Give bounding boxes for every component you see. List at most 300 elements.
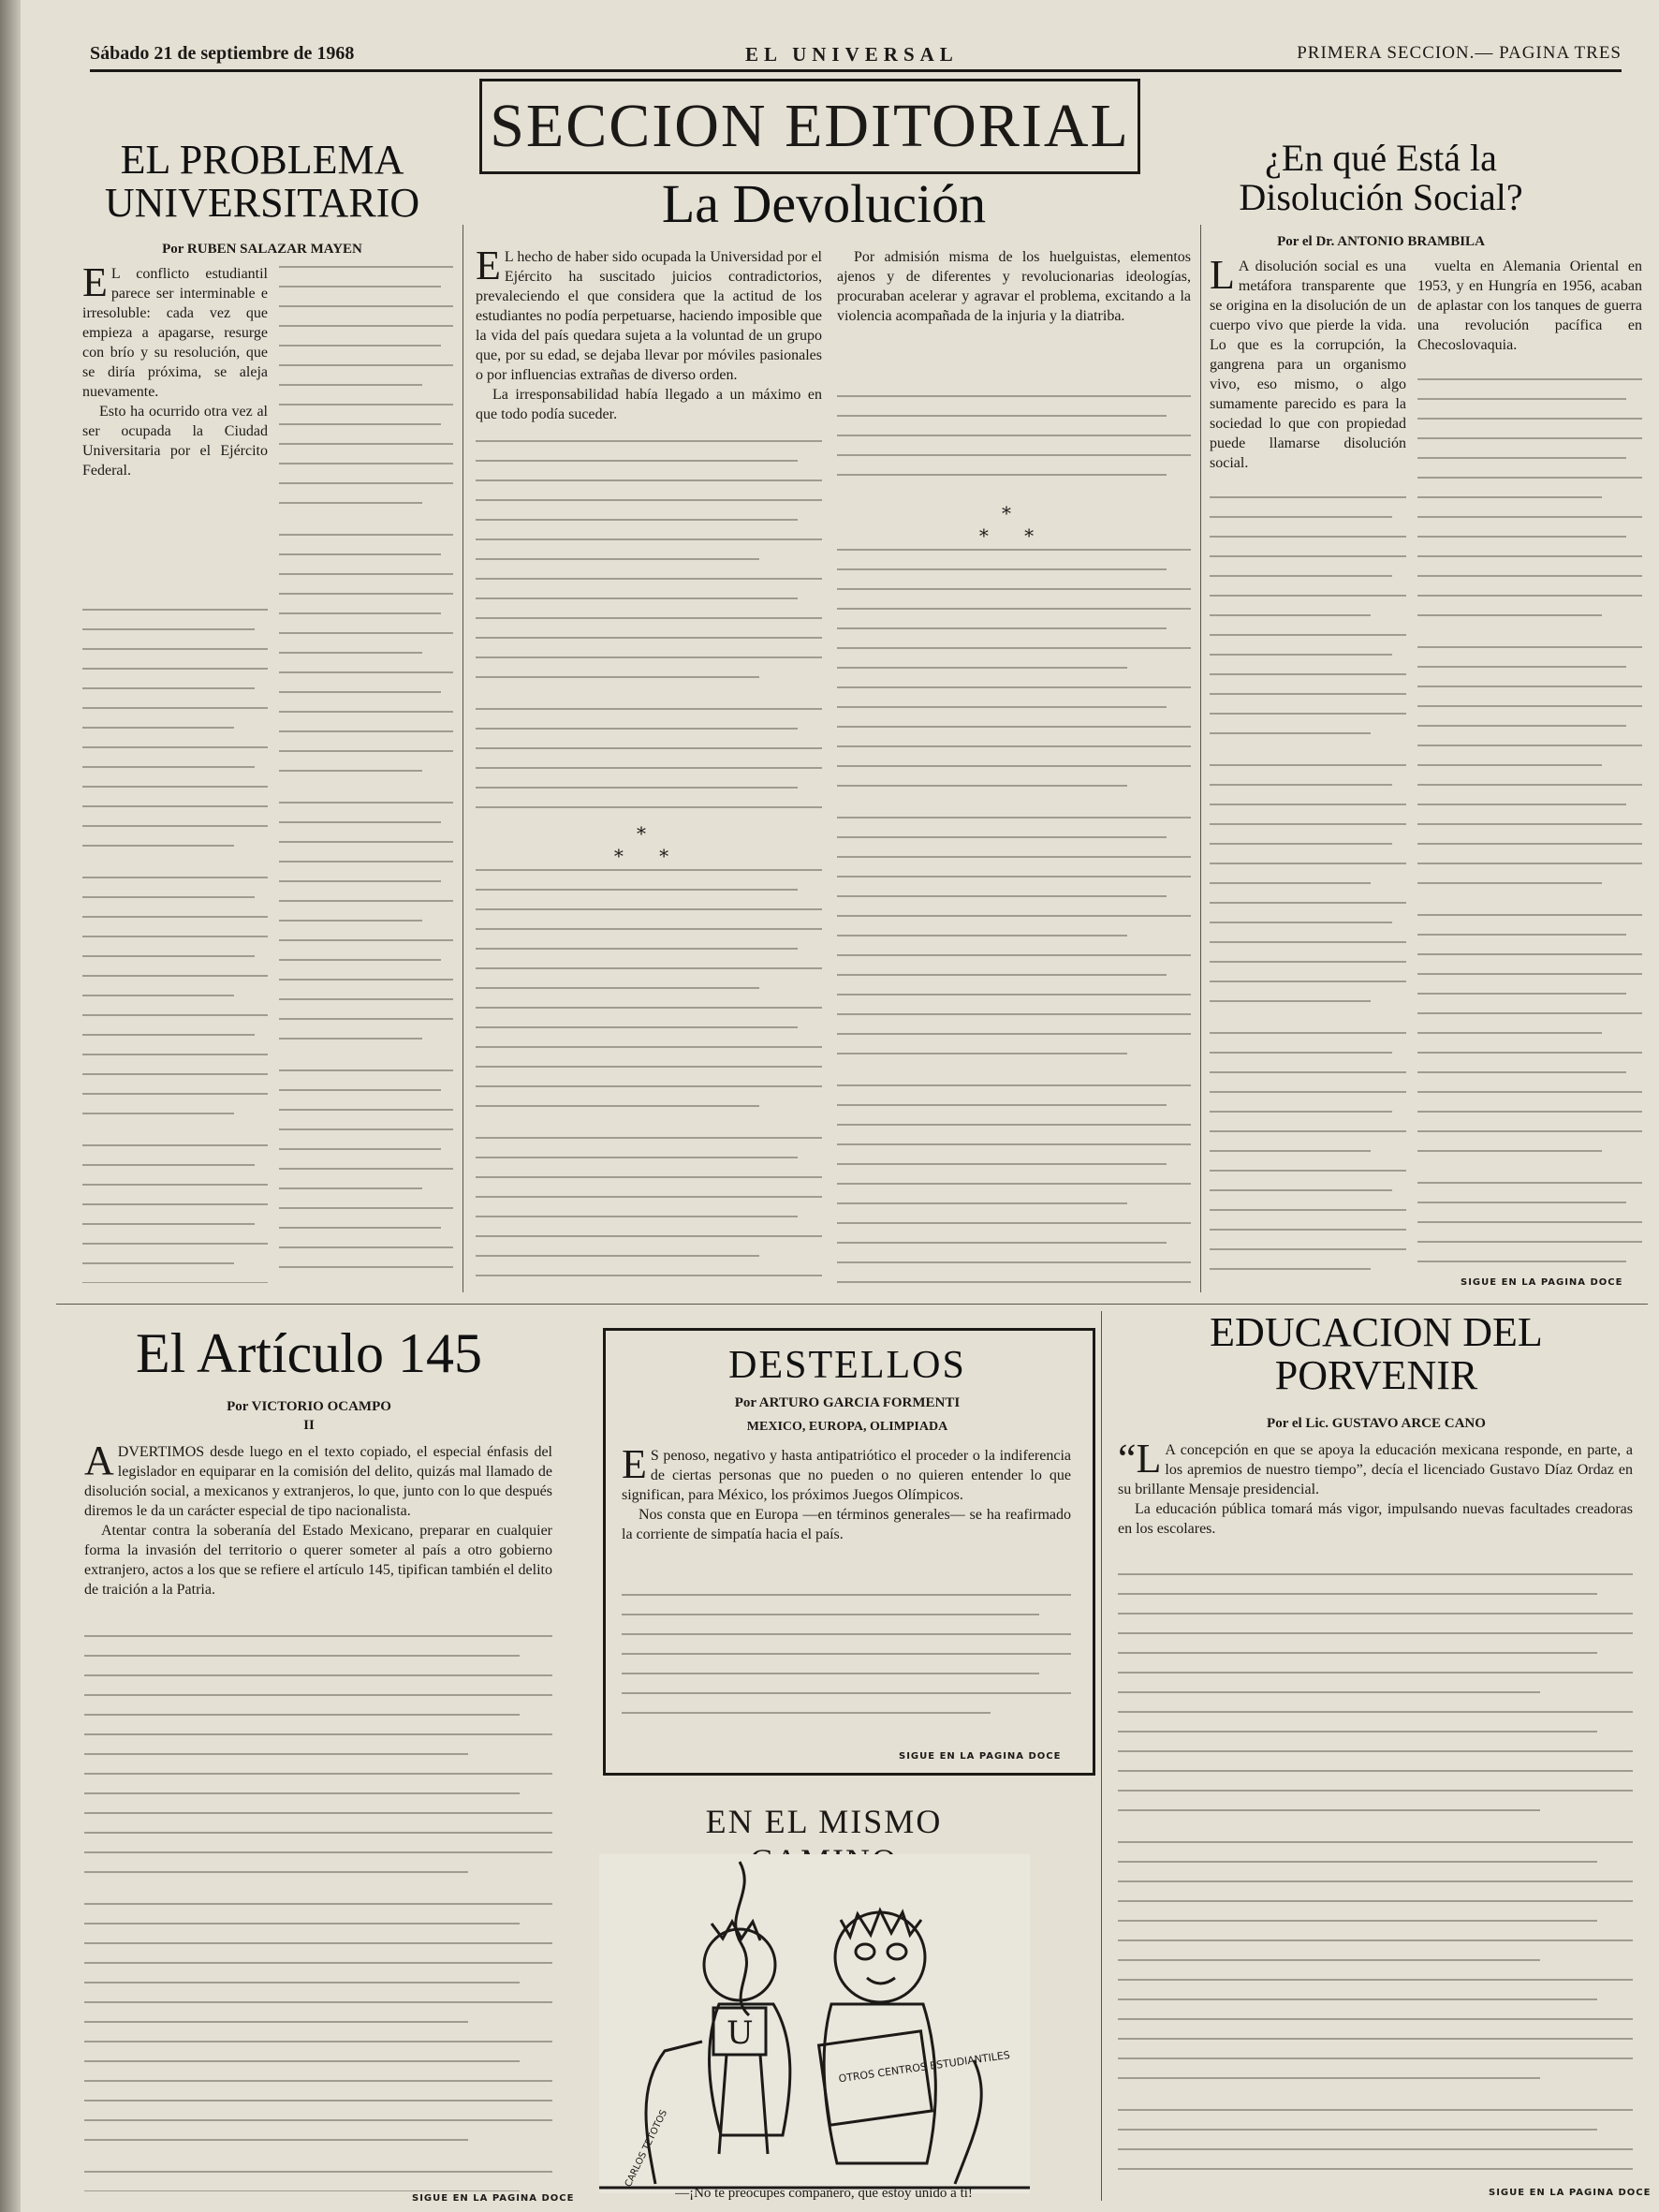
text-line [1210,804,1406,805]
text-line [82,825,268,827]
text-line [1210,961,1406,963]
text-line [279,920,422,922]
text-line [279,325,453,327]
text-line [279,861,453,863]
text-line [622,1692,1071,1694]
text-line [1417,1130,1642,1132]
text-line [476,1026,798,1028]
text-line [82,1164,255,1166]
text-line [1417,725,1626,727]
text-line [82,727,234,729]
text-line [279,998,453,1000]
text-line [1118,1672,1633,1674]
disolucion-drop-cap: L [1210,257,1235,298]
text-line [279,364,453,366]
articulo-lead: DVERTIMOS desde luego en el texto copiado, el especial énfasis del legislador en equiparar en la comisión del delito, quizás mal llamado de disolución social, a mexicanos y extranjeros, lo que, junto con lo que después diremos le da un carácter especial de tipo nacionalista. [84,1444,552,1519]
column-rule [462,225,463,1292]
text-line [82,975,268,977]
problema-paragraph: Esto ha ocurrido otra vez al ser ocupada la Ciudad Universitaria por el Ejército Federal. [82,404,268,479]
text-line [1210,863,1406,864]
text-line [1118,2057,1633,2059]
text-line [84,1982,520,1983]
text-line [1210,654,1392,656]
text-line [1118,1632,1633,1634]
destellos-continued: SIGUE EN LA PAGINA DOCE [899,1751,1062,1762]
cartoon-drawing [599,1854,1030,2193]
text-line [1417,843,1642,845]
text-line [837,1084,1191,1086]
text-line [476,499,822,501]
text-line [1118,1880,1633,1882]
disolucion-byline: Por el Dr. ANTONIO BRAMBILA [1277,234,1485,249]
text-line [1210,941,1406,943]
text-line [1417,614,1602,616]
text-line [279,979,453,981]
text-line [279,632,453,634]
text-line [622,1633,1071,1635]
text-line [1417,1091,1642,1093]
text-line [279,1266,453,1268]
text-line [1417,973,1642,975]
text-line [82,1243,268,1245]
cartoon [599,1854,1030,2193]
text-line [1118,1809,1540,1811]
cartoon-u-label: U [727,2014,754,2052]
text-line [279,770,422,772]
companion-eye-icon [856,1944,874,1959]
text-line [1210,1248,1406,1250]
text-line [1210,1111,1392,1113]
text-line [476,1216,798,1217]
text-line [1118,1691,1540,1693]
text-line [1417,823,1642,825]
text-line [622,1653,1071,1655]
continued-note: SIGUE EN LA PAGINA DOCE [1461,1277,1623,1288]
text-line [1210,882,1371,884]
section-stars: * * * [978,502,1050,547]
problema-text [82,264,268,601]
problema-lead: L conflicto estudiantil parece ser interminable e irresoluble: cada vez que empieza a apagarse, resurge con brío y su resolución, que se diría próxima, se aleja nuevamente. [82,266,268,400]
text-line [84,1674,552,1676]
text-line [279,266,453,268]
text-line [279,593,453,595]
text-line [476,1085,822,1087]
text-line [279,1128,453,1130]
disolucion-body-lines [1417,378,1642,1264]
text-line [476,987,759,989]
text-line [1417,953,1642,955]
text-line [476,747,822,749]
educacion-lead: A concepción en que se apoya la educación mexicana responde, en parte, a los apremios de nuestro tiempo”, decía el licenciado Gustavo Díaz Ordaz en su brillante Mensaje presidencial. [1118,1442,1633,1497]
text-line [1210,823,1406,825]
text-line [1210,1209,1406,1211]
cartoon-title: EN EL MISMO [705,1803,943,1840]
text-line [476,1255,759,1257]
text-line [279,1069,453,1071]
text-line [1210,1071,1406,1073]
text-line [476,1275,822,1276]
text-line [476,1007,822,1009]
text-line [837,435,1191,436]
text-line [476,889,798,891]
text-line [1417,863,1642,864]
disolucion-body-lines [1210,496,1406,1285]
text-line [1417,457,1626,459]
text-line [1210,516,1392,518]
text-line [1417,1150,1602,1152]
text-line [837,935,1127,936]
text-line [1417,1182,1642,1184]
text-line [82,1073,268,1075]
text-line [1210,614,1371,616]
text-line [84,2119,552,2121]
articulo-headline: El Artículo 145 [136,1322,482,1384]
educacion-paragraph: La educación pública tomará más vigor, impulsando nuevas facultades creadoras en los escolares. [1118,1501,1633,1537]
text-line [82,936,268,937]
text-line [476,1137,822,1139]
text-line [1210,536,1406,538]
text-line [1210,1032,1406,1034]
text-line [84,2041,552,2042]
articulo-byline: Por VICTORIO OCAMPO [227,1399,391,1414]
text-line [1417,705,1642,707]
text-line [84,1923,520,1924]
text-line [1210,555,1406,557]
text-line [279,711,453,713]
text-line [1417,437,1642,439]
text-line [1210,693,1406,695]
educacion-continued: SIGUE EN LA PAGINA DOCE [1489,2188,1652,2198]
text-line [1417,1202,1626,1203]
text-line [82,1014,268,1016]
text-line [1417,764,1602,766]
text-line [476,728,798,730]
text-line [476,806,822,808]
devolucion-text [476,247,822,431]
text-line [837,895,1167,897]
devolucion-body-lines [837,395,1191,496]
text-line [1417,1241,1642,1243]
text-line [82,1223,255,1225]
text-line [279,573,453,575]
text-line [476,578,822,580]
text-line [82,786,268,788]
text-line [1118,1861,1597,1863]
text-line [1118,1711,1633,1713]
text-line [84,1962,552,1964]
text-line [837,817,1191,818]
text-line [279,1089,441,1091]
articulo-body-lines [84,1635,552,2191]
text-line [1210,764,1406,766]
text-line [1118,1920,1597,1922]
text-line [279,534,453,536]
text-line [84,2001,552,2003]
text-line [1210,673,1406,675]
text-line [837,876,1191,877]
text-line [279,880,441,882]
destellos-lead: S penoso, negativo y hasta antipatriótico el proceder o la indiferencia de ciertas personas que no pueden o no quieren entender lo que significan, para México, los próximos Juegos Olímpicos. [622,1448,1071,1503]
cartoon-artist-signature: CARLOS TETOTOS [623,2108,670,2190]
companion-head-icon [835,1912,925,2002]
text-line [1210,981,1406,982]
text-line [279,443,453,445]
text-line [279,1018,453,1020]
student-legs-icon [719,2055,768,2154]
text-line [1118,1731,1597,1733]
text-line [837,915,1191,917]
text-line [837,1033,1191,1035]
masthead [90,41,1622,72]
text-line [1417,914,1642,916]
text-line [84,1753,468,1755]
text-line [622,1594,1071,1596]
text-line [476,908,822,910]
text-line [279,652,422,654]
text-line [1118,1770,1633,1772]
problema-body-lines [82,609,268,1283]
text-line [82,766,255,768]
text-line [476,656,822,658]
text-line [1118,1841,1633,1843]
educacion-text [1118,1440,1633,1566]
text-line [279,502,422,504]
text-line [476,479,822,481]
text-line [82,687,255,689]
text-line [476,708,822,710]
text-line [1417,418,1642,420]
cartoon-ink [599,1862,1030,2188]
text-line [1417,1032,1602,1034]
text-line [476,1196,822,1198]
articulo-paragraph: Atentar contra la soberanía del Estado Mexicano, preparar en cualquier forma la invasión del territorio o querer someter al país a otro gobierno extranjero, actos a los que se refiere el artículo 145, tipifican también el delito de traición a la Patria. [84,1523,552,1598]
destellos-text [622,1446,1071,1586]
text-line [84,2171,552,2173]
text-line [82,805,268,807]
text-line [837,745,1191,747]
text-line [82,1282,268,1283]
text-line [476,538,822,540]
text-line [279,959,441,961]
text-line [837,765,1191,767]
text-line [837,1222,1191,1224]
text-line [84,2080,552,2082]
devolucion-body-lines [476,440,822,815]
text-line [84,1792,520,1794]
text-line [1417,378,1642,380]
text-line [1417,398,1626,400]
ground-figure-icon [955,2060,981,2184]
text-line [84,1851,552,1853]
text-line [279,691,441,693]
text-line [279,1246,453,1248]
text-line [476,948,798,950]
text-line [279,1109,453,1111]
text-line [82,1113,234,1114]
companion-mouth-icon [867,1978,895,1983]
cartoon-caption: —¡No te preocupes compañero, que estoy unido a ti! [675,2186,973,2201]
text-line [84,1694,552,1696]
text-line [1417,1012,1642,1014]
problema-drop-cap: E [82,264,108,305]
continued-note: SIGUE EN LA PAGINA DOCE [412,2193,575,2204]
destellos-subhead: MEXICO, EUROPA, OLIMPIADA [746,1420,948,1434]
educacion-headline: EDUCACION DEL PORVENIR [1210,1309,1543,1399]
text-line [1118,1979,1633,1981]
text-line [82,916,268,918]
text-line [84,2060,520,2062]
text-line [279,305,453,307]
text-line [476,967,822,969]
text-line [1118,1750,1633,1752]
text-line [1417,1052,1642,1054]
text-line [476,558,759,560]
text-line [82,1184,268,1186]
text-line [84,2139,468,2141]
text-line [1417,1111,1642,1113]
text-line [1417,784,1642,786]
text-line [82,896,255,898]
text-line [1210,575,1392,577]
text-line [1210,732,1371,734]
destellos-headline: DESTELLOS [728,1344,966,1387]
text-line [837,588,1191,590]
devolucion-col2-text [837,247,1191,388]
text-line [82,1034,255,1036]
text-line [1417,882,1602,884]
text-line [279,553,441,555]
text-line [279,821,441,823]
text-line [82,746,268,748]
section-rule [56,1304,1648,1305]
text-line [1118,1573,1633,1575]
text-line [82,1144,268,1146]
text-line [837,1124,1191,1126]
ground-figure-icon [646,2042,702,2184]
text-line [82,628,255,630]
text-line [476,1046,822,1048]
text-line [279,1207,453,1209]
text-line [84,2190,520,2191]
text-line [837,1202,1127,1204]
text-line [1417,1071,1626,1073]
section-stars: * * * [613,822,684,867]
devolucion-col2-paragraph: Por admisión misma de los huelguistas, elementos ajenos y de diferentes y revolucionarias ideologías, procuraban acelerar y agravar el problema, excitando a la violencia acompañada de la injuria y la diatriba. [837,249,1191,324]
text-line [279,750,453,752]
text-line [837,686,1191,688]
text-line [82,648,268,650]
educacion-body-lines [1118,1573,1633,2188]
text-line [1417,555,1642,557]
disolucion-headline: ¿En qué Está la Disolución Social? [1239,137,1523,218]
text-line [1210,922,1392,923]
text-line [837,1013,1191,1015]
educacion-byline: Por el Lic. GUSTAVO ARCE CANO [1267,1416,1486,1431]
text-line [279,423,441,425]
text-line [84,1942,552,1944]
text-line [279,463,453,465]
text-line [622,1712,991,1714]
text-line [1210,1000,1371,1002]
text-line [476,519,798,521]
text-line [82,668,268,670]
text-line [1118,1652,1597,1654]
text-line [476,1066,822,1068]
disolucion-col2-paragraph: vuelta en Alemania Oriental en 1953, y en Hungría en 1956, acaban de aplastar con los tanques de guerra una revolución pacífica en Checoslovaquia. [1417,258,1642,353]
text-line [837,667,1127,669]
issue-date: Sábado 21 de septiembre de 1968 [90,43,355,64]
text-line [837,1104,1167,1106]
text-line [1210,496,1406,498]
text-line [1210,1229,1406,1231]
text-line [476,440,822,442]
text-line [82,955,255,957]
devolucion-paragraph: La irresponsabilidad había llegado a un máximo en que todo podía suceder. [476,387,822,422]
text-line [837,549,1191,551]
text-line [84,1832,552,1834]
text-line [1210,902,1406,904]
text-line [84,1773,552,1775]
text-line [837,785,1127,787]
text-line [1417,536,1626,538]
educacion-drop-cap: “L [1118,1440,1162,1482]
text-line [837,726,1191,728]
text-line [82,1054,268,1055]
destellos-byline: Por ARTURO GARCIA FORMENTI [734,1395,961,1410]
text-line [1417,804,1626,805]
text-line [837,608,1191,610]
text-line [82,1093,268,1095]
articulo-part: II [303,1418,315,1433]
text-line [84,1903,552,1905]
editorial-banner [479,79,1140,174]
text-line [476,637,822,639]
column-rule [1101,1311,1102,2201]
text-line [837,706,1167,708]
text-line [476,869,822,871]
text-line [1210,1052,1392,1054]
text-line [279,900,453,902]
text-line [82,995,234,996]
text-line [837,1261,1191,1263]
text-line [837,1242,1167,1244]
text-line [476,928,822,930]
text-line [1417,496,1602,498]
text-line [279,841,453,843]
text-line [622,1673,1039,1674]
text-line [279,482,453,484]
text-line [1118,2018,1633,2020]
text-line [1118,1998,1597,2000]
text-line [1417,575,1642,577]
text-line [1417,686,1642,687]
text-line [279,1038,422,1040]
text-line [1118,1939,1633,1941]
text-line [82,877,268,878]
text-line [1210,1268,1371,1270]
text-line [476,1176,822,1178]
text-line [1118,2038,1633,2040]
section-page: PRIMERA SECCION.— PAGINA TRES [1297,43,1622,63]
text-line [1417,666,1626,668]
disolucion-lead: A disolución social es una metáfora transparente que se origina en la disolución de un cuerpo vivo que pierde la vida. Lo que es la corrupción, la gangrena para un organismo vivo, eso mismo, o algo sumamente parecido es para la sociedad lo que con propiedad puede llamarse disolución social. [1210,258,1406,471]
text-line [837,395,1191,397]
text-line [279,286,441,288]
editorial-banner-text: SECCION EDITORIAL [490,92,1130,160]
text-line [84,1871,468,1873]
devolucion-lead: L hecho de haber sido ocupada la Universidad por el Ejército ha suscitado juicios contradictorios, prevaleciendo el que considera que la actitud de los estudiantes no podía perpetuarse, haciendo imposible que la vida del país quedara sujeta a la voluntad de un grupo que, por su edad, se dejaba llevar por móviles pasionales o por influencias extrañas de diverso orden. [476,249,822,383]
text-line [84,2100,552,2101]
